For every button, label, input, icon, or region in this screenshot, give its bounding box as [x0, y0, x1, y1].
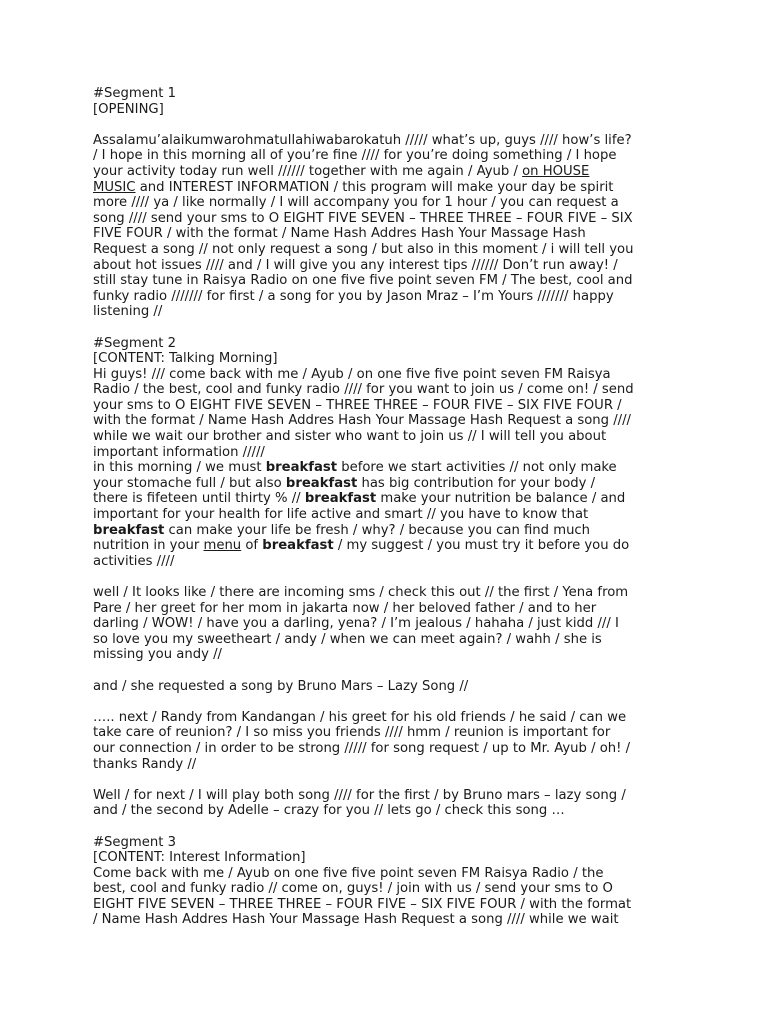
text-run: darling / WOW! / have you a darling, yena? / I’m jealous / hahaha / just kidd /// I	[93, 616, 619, 632]
text-line	[93, 912, 683, 928]
text-run: and / she requested a song by Bruno Mars – Lazy Song //	[93, 678, 469, 694]
text-run: activities ////	[93, 553, 175, 569]
section-label: [CONTENT: Interest Information]	[93, 850, 306, 866]
segment-heading: #Segment 1	[93, 86, 176, 101]
paragraph-gap	[93, 819, 683, 835]
text-run: your sms to O EIGHT FIVE SEVEN – THREE THREE – FOUR FIVE – SIX FIVE FOUR /	[93, 397, 622, 413]
text-run: nutrition in your	[93, 538, 204, 554]
text-line	[93, 211, 683, 227]
paragraph-gap	[93, 694, 683, 710]
text-run: while we wait our brother and sister who want to join us // I will tell you about	[93, 429, 607, 445]
text-line	[93, 616, 683, 632]
bold-term: breakfast	[285, 475, 358, 491]
paragraph	[93, 679, 683, 695]
text-line	[93, 148, 683, 164]
text-line	[93, 897, 683, 913]
text-line	[93, 304, 683, 320]
text-run: / Name Hash Addres Hash Your Massage Hash Request a song //// while we wait	[93, 912, 619, 928]
text-line	[93, 538, 683, 554]
paragraph-gap	[93, 569, 683, 585]
text-run: EIGHT FIVE SEVEN – THREE THREE – FOUR FIVE – SIX FIVE FOUR / with the format	[93, 896, 632, 912]
bold-term: breakfast	[93, 522, 165, 538]
text-run: ….. next / Randy from Kandangan / his greet for his old friends / he said / can we	[93, 709, 627, 725]
paragraph-gap	[93, 320, 683, 336]
segment-2	[93, 336, 683, 819]
text-line	[93, 273, 683, 289]
text-line	[93, 679, 683, 695]
paragraph	[93, 866, 683, 928]
bold-term: breakfast	[265, 460, 338, 476]
text-run: there is fifeteen until thirty % //	[93, 491, 305, 507]
text-line	[93, 585, 683, 601]
text-line	[93, 413, 683, 429]
text-run: your activity today run well ////// together with me again / Ayub /	[93, 163, 523, 179]
text-run: well / It looks like / there are incoming sms / check this out // the first / Yena from	[93, 585, 629, 600]
text-run: your stomache full / but also	[93, 475, 286, 491]
section-label: [OPENING]	[93, 101, 164, 117]
paragraph-gap	[93, 663, 683, 679]
text-run: of	[241, 538, 263, 554]
text-line	[93, 507, 683, 523]
text-run: Come back with me / Ayub on one five five point seven FM Raisya Radio / the	[93, 865, 604, 881]
segment-1	[93, 86, 683, 320]
paragraph-gap	[93, 772, 683, 788]
text-run: Pare / her greet for her mom in jakarta now / her beloved father / and to her	[93, 600, 597, 616]
text-line	[93, 523, 683, 539]
underlined-text: MUSIC	[93, 179, 136, 195]
text-run: still stay tune in Raisya Radio on one five five point seven FM / The best, cool and	[93, 273, 633, 289]
text-line	[93, 647, 683, 663]
bold-term: breakfast	[262, 538, 334, 554]
paragraph-gap	[93, 117, 683, 133]
segment-heading: #Segment 3	[93, 834, 176, 850]
text-run: funky radio /////// for first / a song for you by Jason Mraz – I’m Yours /////// happy	[93, 288, 614, 304]
text-run: more //// ya / like normally / I will accompany you for 1 hour / you can request a	[93, 195, 619, 211]
text-run: and INTEREST INFORMATION / this program will make your day be spirit	[135, 179, 614, 195]
text-line	[93, 195, 683, 211]
text-line	[93, 164, 683, 180]
text-run: important for your health for life active and smart // you have to know that	[93, 507, 589, 523]
text-line	[93, 226, 683, 242]
text-line	[93, 258, 683, 274]
text-run: song //// send your sms to O EIGHT FIVE SEVEN – THREE THREE – FOUR FIVE – SIX	[93, 210, 633, 226]
segment-heading: #Segment 2	[93, 335, 176, 351]
text-run: take care of reunion? / I so miss you friends //// hmm / reunion is important for	[93, 725, 611, 741]
text-run: / my suggest / you must try it before you do	[333, 538, 630, 554]
text-line	[93, 289, 683, 305]
text-line	[93, 881, 683, 897]
text-run: so love you my sweetheart / andy / when we can meet again? / wahh / she is	[93, 631, 602, 647]
text-line	[93, 554, 683, 570]
text-line	[93, 803, 683, 819]
text-run: Hi guys! /// come back with me / Ayub / on one five five point seven FM Raisya	[93, 366, 611, 382]
text-line	[93, 367, 683, 383]
text-line	[93, 429, 683, 445]
paragraph	[93, 710, 683, 772]
text-run: has big contribution for your body /	[357, 475, 596, 491]
text-line	[93, 133, 683, 149]
text-line	[93, 398, 683, 414]
text-line	[93, 601, 683, 617]
text-line	[93, 180, 683, 196]
text-run: about hot issues //// and / I will give you any interest tips ////// Don’t run away! /	[93, 257, 618, 273]
text-line	[93, 710, 683, 726]
text-line	[93, 476, 683, 492]
text-line	[93, 741, 683, 757]
text-run: Well / for next / I will play both song //// for the first / by Bruno mars – lazy song /	[93, 787, 626, 803]
text-line	[93, 445, 683, 461]
underlined-text: menu	[203, 538, 242, 554]
document-page	[93, 86, 683, 928]
section-label: [CONTENT: Talking Morning]	[93, 351, 278, 367]
text-run: in this morning / we must	[93, 460, 266, 476]
text-run: make your nutrition be balance / and	[376, 491, 626, 507]
text-run: missing you andy //	[93, 647, 222, 663]
text-run: best, cool and funky radio // come on, guys! / join with us / send your sms to O	[93, 881, 613, 897]
text-line	[93, 491, 683, 507]
paragraph	[93, 367, 683, 570]
text-line	[93, 788, 683, 804]
text-run: with the format / Name Hash Addres Hash Your Massage Hash Request a song ////	[93, 413, 631, 429]
text-run: our connection / in order to be strong ///// for song request / up to Mr. Ayub / oh! /	[93, 740, 631, 756]
text-run: FIVE FOUR / with the format / Name Hash Addres Hash Your Massage Hash	[93, 226, 586, 242]
text-line	[93, 725, 683, 741]
text-line	[93, 632, 683, 648]
underlined-text: on HOUSE	[522, 163, 590, 179]
text-line	[93, 866, 683, 882]
text-run: Radio / the best, cool and funky radio //// for you want to join us / come on! / send	[93, 382, 634, 398]
text-run: important information /////	[93, 444, 265, 460]
text-line	[93, 382, 683, 398]
paragraph	[93, 133, 683, 320]
paragraph	[93, 788, 683, 819]
text-run: and / the second by Adelle – crazy for you // lets go / check this song …	[93, 803, 565, 819]
text-run: thanks Randy //	[93, 756, 197, 772]
text-line	[93, 242, 683, 258]
text-run: Request a song // not only request a song / but also in this moment / i will tell you	[93, 241, 634, 257]
text-run: / I hope in this morning all of you’re fine //// for you’re doing something / I hope	[93, 148, 617, 164]
text-run: listening //	[93, 304, 163, 320]
segment-3	[93, 835, 683, 929]
text-run: can make your life be fresh / why? / because you can find much	[164, 522, 591, 538]
text-line	[93, 460, 683, 476]
text-line	[93, 757, 683, 773]
text-run: before we start activities // not only make	[337, 460, 617, 476]
text-run: Assalamu’alaikumwarohmatullahiwabarokatuh ///// what’s up, guys //// how’s life?	[93, 132, 632, 148]
paragraph	[93, 585, 683, 663]
bold-term: breakfast	[304, 491, 377, 507]
